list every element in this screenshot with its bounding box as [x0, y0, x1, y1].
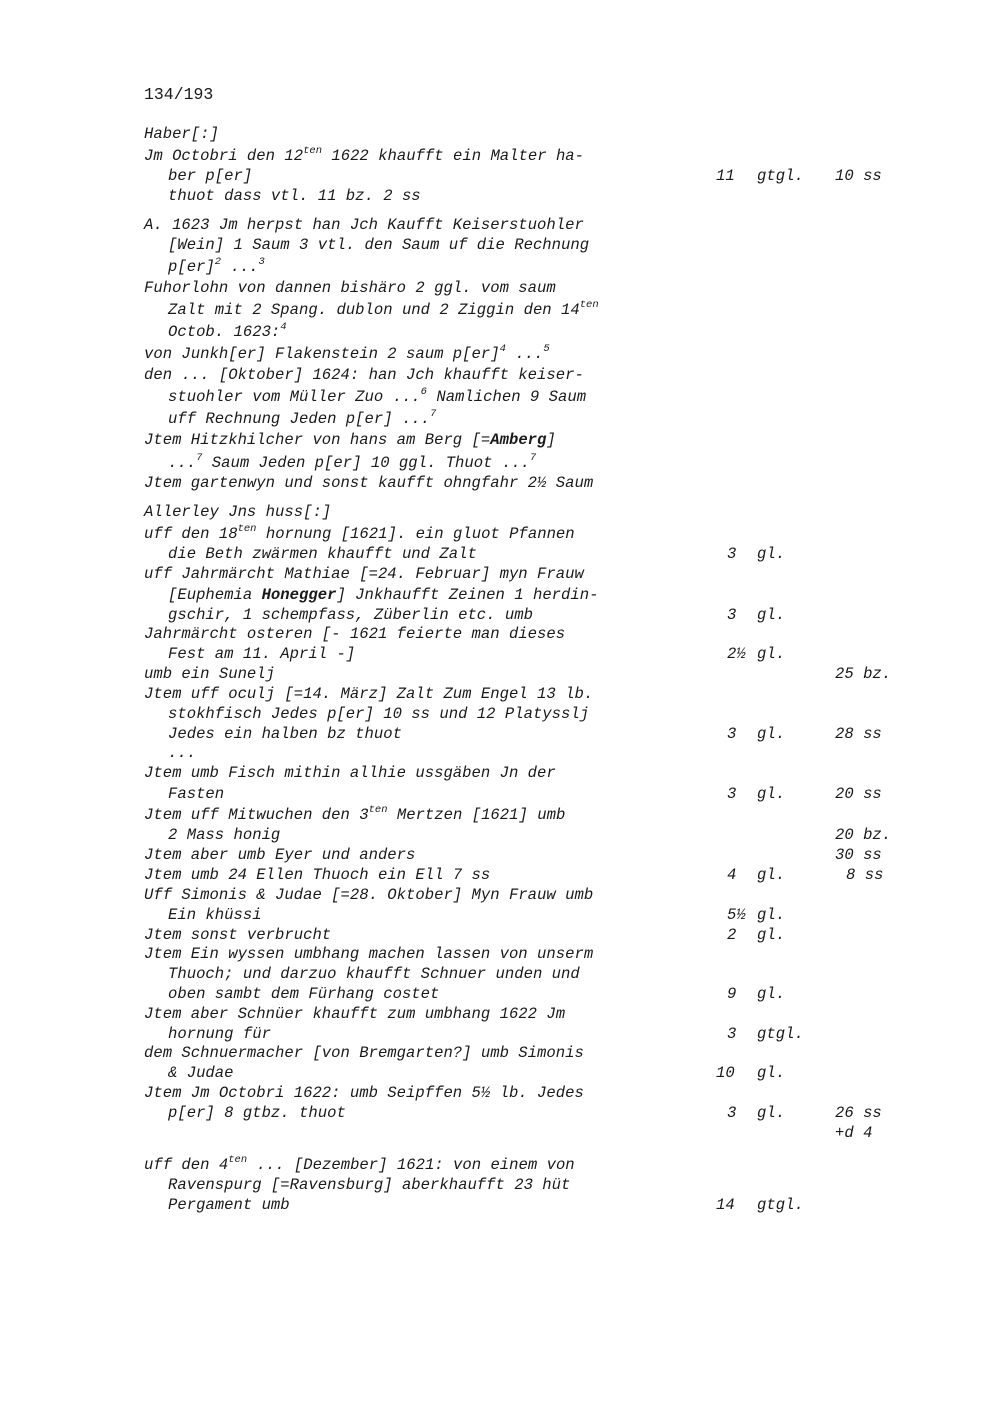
heading-haber: Haber[:] [144, 125, 219, 143]
entry-line: uff Jahrmärcht Mathiae [=24. Februar] myn Frauw [144, 565, 584, 583]
bold-name: Honegger [261, 586, 337, 604]
entry-line: uff Rechnung Jeden p[er] ...$^7$ [168, 408, 437, 428]
unit: gl. [757, 866, 786, 884]
unit: gl. [757, 725, 786, 743]
amount-ss: 10 ss [835, 167, 882, 185]
amount-ss: 26 ss [835, 1104, 882, 1122]
entry-line: ...$^7$ Saum Jeden p[er] 10 ggl. Thuot ...$^7$ [168, 452, 537, 472]
amount: 3 [727, 785, 737, 803]
entry-line: 2 Mass honig [168, 826, 281, 844]
amount: 3 [727, 725, 737, 743]
amount: 14 [716, 1196, 735, 1214]
amount: 9 [727, 985, 737, 1003]
entry-line: [Wein] 1 Saum 3 vtl. den Saum uf die Rechnung [168, 236, 590, 254]
unit: gtgl. [757, 1025, 804, 1043]
entry-line: Jtem aber Schnüer khaufft zum umbhang 1622 Jm [144, 1005, 566, 1023]
unit: gl. [757, 926, 786, 944]
amount: 5½ [727, 906, 746, 924]
amount: 3 [727, 545, 737, 563]
unit: gtgl. [757, 167, 804, 185]
unit: gl. [757, 1104, 786, 1122]
amount-ss: 30 ss [835, 846, 882, 864]
entry-line: gschir, 1 schempfass, Züberlin etc. umb [168, 606, 533, 624]
entry-line: Octob. 1623:$^4$ [168, 321, 287, 341]
entry-line: p[er]$^2$ ...$^3$ [168, 256, 265, 276]
entry-line: & Judae [168, 1064, 234, 1082]
amount: 10 [716, 1064, 735, 1082]
entry-line: Jtem Jm Octobri 1622: umb Seipffen 5½ lb. Jedes [144, 1084, 584, 1102]
amount: 3 [727, 1025, 737, 1043]
entry-line: Zalt mit 2 Spang. dublon und 2 Ziggin den $14^{ten}$ [168, 299, 599, 319]
entry-line: von Junkh[er] Flakenstein 2 saum p[er]$^4$ ...$^5$ [144, 343, 550, 363]
unit: gl. [757, 545, 786, 563]
entry-line: Ravenspurg [=Ravensburg] aberkhaufft 23 hüt [168, 1176, 571, 1194]
entry-line: Jtem Ein wyssen umbhang machen lassen von unserm [144, 945, 594, 963]
amount: 11 [716, 167, 735, 185]
unit: gtgl. [757, 1196, 804, 1214]
entry-line: oben sambt dem Fürhang costet [168, 985, 440, 1003]
entry-line: Ein khüssi [168, 906, 262, 924]
unit: gl. [757, 1064, 786, 1082]
entry-line: Thuoch; und darzuo khaufft Schnuer unden und [168, 965, 580, 983]
amount-ss: 20 ss [835, 785, 882, 803]
entry-line: Uff Simonis & Judae [=28. Oktober] Myn Frauw umb [144, 886, 594, 904]
unit: gl. [757, 985, 786, 1003]
entry-line: uff den $18^{ten}$ hornung [1621]. ein gluot Pfannen [144, 523, 575, 543]
unit: gl. [757, 906, 786, 924]
entry-line: Jtem umb 24 Ellen Thuoch ein Ell 7 ss [144, 866, 491, 884]
entry-line: den ... [Oktober] 1624: han Jch khaufft keiser- [144, 366, 584, 384]
entry-line: uff den $4^{ten}$ ... [Dezember] 1621: von einem von [144, 1154, 575, 1174]
unit: gl. [757, 606, 786, 624]
entry-line: Fasten [168, 785, 225, 803]
heading-allerley: Allerley Jns huss[:] [144, 503, 332, 521]
amount-bz: 25 bz. [835, 665, 892, 683]
amount: 2 [727, 926, 737, 944]
entry-line: dem Schnuermacher [von Bremgarten?] umb Simonis [144, 1044, 584, 1062]
amount: 4 [727, 866, 737, 884]
entry-line: Jtem aber umb Eyer und anders [144, 846, 416, 864]
amount-bz: 20 bz. [835, 826, 892, 844]
amount: 3 [727, 606, 737, 624]
entry-line: stuohler vom Müller Zuo ...$^6$ Namlichen 9 Saum [168, 386, 587, 406]
amount-ss: 8 ss [846, 866, 884, 884]
entry-line: Jtem uff Mitwuchen den $3^{ten}$ Mertzen [1621] umb [144, 804, 566, 824]
entry-line: Jtem sonst verbrucht [144, 926, 332, 944]
entry-line: Fest am 11. April -] [168, 645, 356, 663]
entry-line: Jtem umb Fisch mithin allhie ussgäben Jn der [144, 764, 556, 782]
unit: gl. [757, 645, 786, 663]
entry-line: umb ein Sunelj [144, 665, 276, 683]
entry-line: thuot dass vtl. 11 bz. 2 ss [168, 187, 421, 205]
entry-line: Jm Octobri den $12^{ten}$ 1622 khaufft ein Malter ha- [144, 145, 585, 165]
amount-ss: 28 ss [835, 725, 882, 743]
entry-line: Jtem uff oculj [=14. März] Zalt Zum Engel 13 lb. [144, 685, 594, 703]
entry-line: Jtem gartenwyn und sonst kaufft ohngfahr 2½ Saum [144, 474, 594, 492]
entry-line: p[er] 8 gtbz. thuot [168, 1104, 346, 1122]
entry-line: Jtem Hitzkhilcher von hans am Berg [=Amberg] [144, 431, 556, 449]
amount: 2½ [727, 645, 746, 663]
entry-line: Fuhorlohn von dannen bishäro 2 ggl. vom saum [144, 279, 556, 297]
entry-line: ber p[er] [168, 167, 253, 185]
entry-line: A. 1623 Jm herpst han Jch Kaufft Keiserstuohler [144, 216, 584, 234]
entry-line: ... [168, 744, 197, 762]
page-number: 134/193 [144, 85, 214, 104]
entry-line: hornung für [168, 1025, 271, 1043]
bold-name: Amberg [490, 431, 547, 449]
amount: 3 [727, 1104, 737, 1122]
amount-d: +d 4 [835, 1124, 873, 1142]
entry-line: stokhfisch Jedes p[er] 10 ss und 12 Platysslj [168, 705, 590, 723]
entry-line: Jahrmärcht osteren [- 1621 feierte man dieses [144, 625, 566, 643]
entry-line: [Euphemia Honegger] Jnkhaufft Zeinen 1 herdin- [168, 586, 599, 604]
entry-line: Jedes ein halben bz thuot [168, 725, 402, 743]
entry-line: die Beth zwärmen khaufft und Zalt [168, 545, 477, 563]
unit: gl. [757, 785, 786, 803]
entry-line: Pergament umb [168, 1196, 290, 1214]
